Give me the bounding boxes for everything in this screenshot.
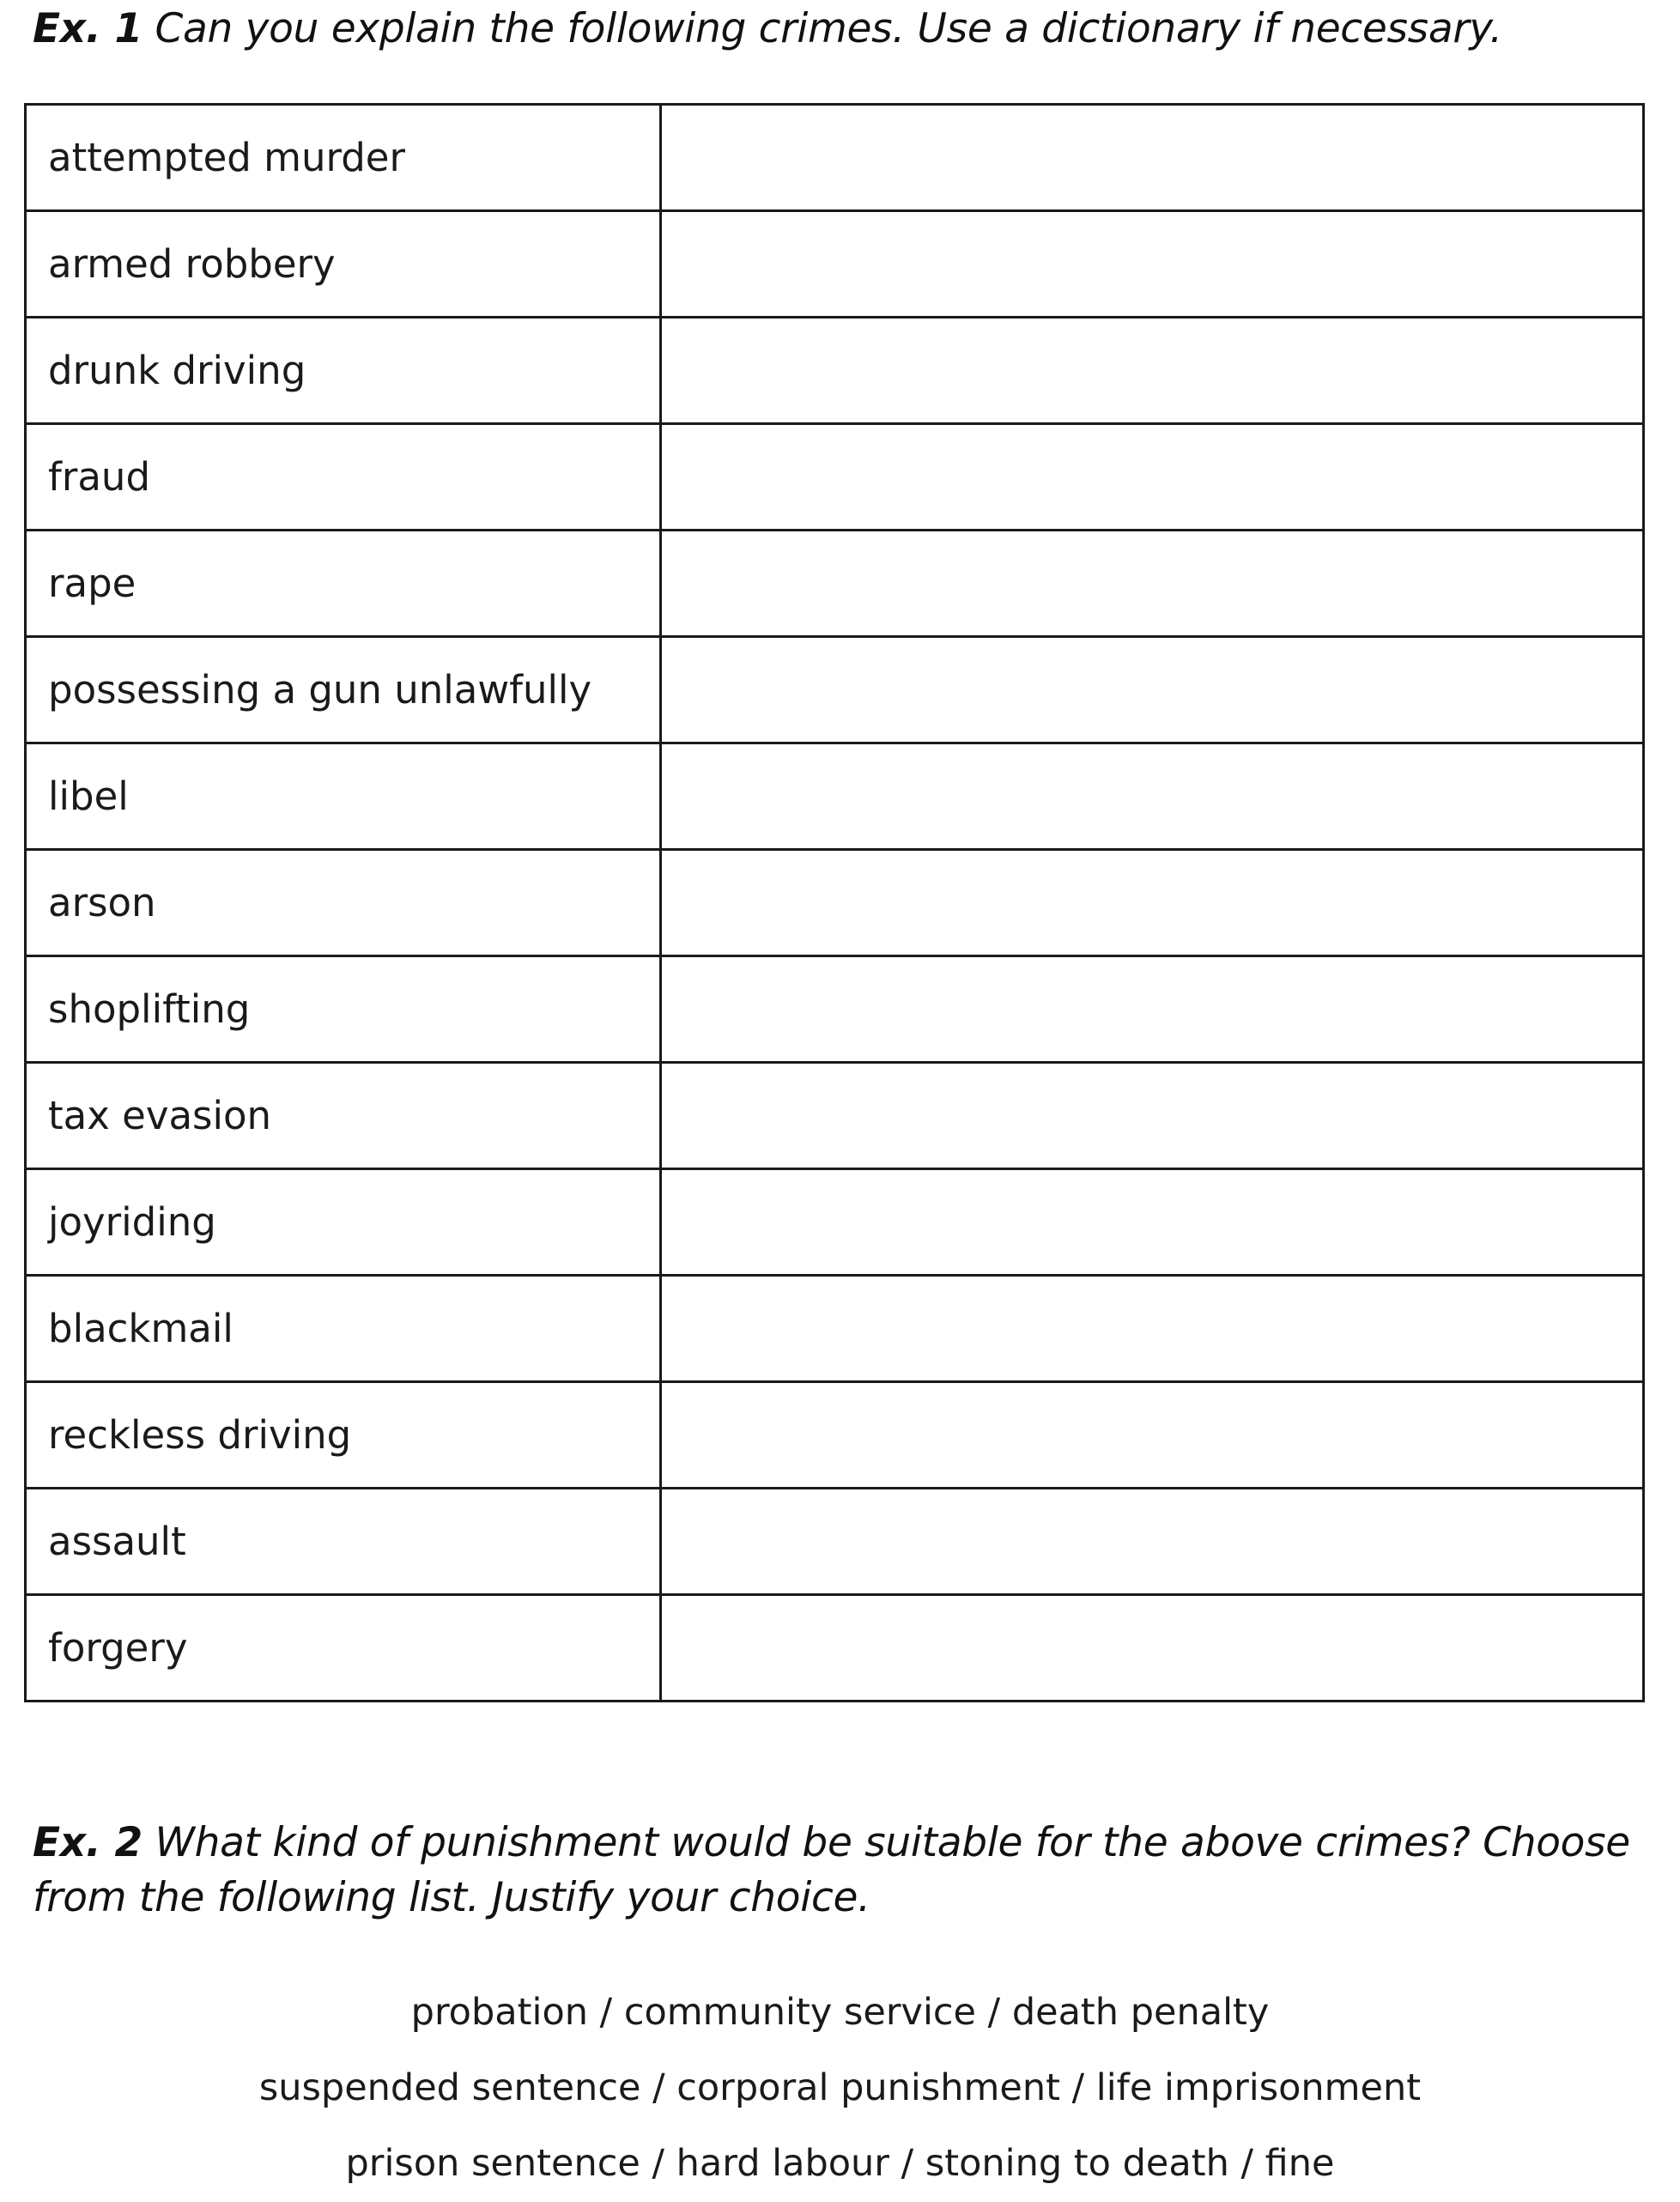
table-row xyxy=(26,424,1644,531)
table-row xyxy=(26,318,1644,424)
answer-cell[interactable] xyxy=(661,1063,1644,1169)
crime-cell: assault xyxy=(26,1489,661,1595)
crime-cell: libel xyxy=(26,743,661,850)
exercise-2-heading xyxy=(33,1816,1664,1926)
crime-cell: attempted murder xyxy=(26,105,661,211)
table-row xyxy=(26,1595,1644,1702)
answer-cell[interactable] xyxy=(661,743,1644,850)
exercise-1-label: Ex. 1 xyxy=(33,5,143,52)
answer-cell[interactable] xyxy=(661,424,1644,531)
crime-cell: tax evasion xyxy=(26,1063,661,1169)
table-row xyxy=(26,637,1644,743)
crime-cell: possessing a gun unlawfully xyxy=(26,637,661,743)
table-row xyxy=(26,1489,1644,1595)
crime-cell: armed robbery xyxy=(26,211,661,318)
answer-cell[interactable] xyxy=(661,211,1644,318)
answer-cell[interactable] xyxy=(661,1595,1644,1702)
answer-cell[interactable] xyxy=(661,318,1644,424)
answer-cell[interactable] xyxy=(661,1169,1644,1276)
table-row xyxy=(26,850,1644,956)
answer-cell[interactable] xyxy=(661,1382,1644,1489)
exercise-1-instruction: Can you explain the following crimes. Use a dictionary if necessary. xyxy=(155,5,1502,52)
table-row xyxy=(26,531,1644,637)
answer-cell[interactable] xyxy=(661,850,1644,956)
crimes-table xyxy=(24,103,1645,1702)
crime-cell: forgery xyxy=(26,1595,661,1702)
crime-cell: reckless driving xyxy=(26,1382,661,1489)
table-row xyxy=(26,1063,1644,1169)
exercise-1-heading xyxy=(33,2,1502,57)
answer-cell[interactable] xyxy=(661,1489,1644,1595)
crime-cell: joyriding xyxy=(26,1169,661,1276)
answer-cell[interactable] xyxy=(661,1276,1644,1382)
punishment-line: probation / community service / death penalty xyxy=(410,1991,1270,2034)
crime-cell: blackmail xyxy=(26,1276,661,1382)
table-row xyxy=(26,211,1644,318)
table-row xyxy=(26,743,1644,850)
crime-cell: fraud xyxy=(26,424,661,531)
crime-cell: shoplifting xyxy=(26,956,661,1063)
answer-cell[interactable] xyxy=(661,105,1644,211)
answer-cell[interactable] xyxy=(661,956,1644,1063)
table-row xyxy=(26,1382,1644,1489)
punishment-line: suspended sentence / corporal punishment / life imprisonment xyxy=(258,2066,1422,2109)
crime-cell: arson xyxy=(26,850,661,956)
table-row xyxy=(26,1169,1644,1276)
punishment-line: prison sentence / hard labour / stoning to death / fine xyxy=(345,2142,1335,2185)
exercise-2-label: Ex. 2 xyxy=(33,1819,143,1866)
answer-cell[interactable] xyxy=(661,637,1644,743)
table-row xyxy=(26,1276,1644,1382)
crime-cell: drunk driving xyxy=(26,318,661,424)
crime-cell: rape xyxy=(26,531,661,637)
table-row xyxy=(26,105,1644,211)
exercise-2-instruction: What kind of punishment would be suitable for the above crimes? Choose from the following list. Justify your choice. xyxy=(33,1819,1630,1921)
punishment-list xyxy=(0,1975,1680,2201)
table-row xyxy=(26,956,1644,1063)
answer-cell[interactable] xyxy=(661,531,1644,637)
